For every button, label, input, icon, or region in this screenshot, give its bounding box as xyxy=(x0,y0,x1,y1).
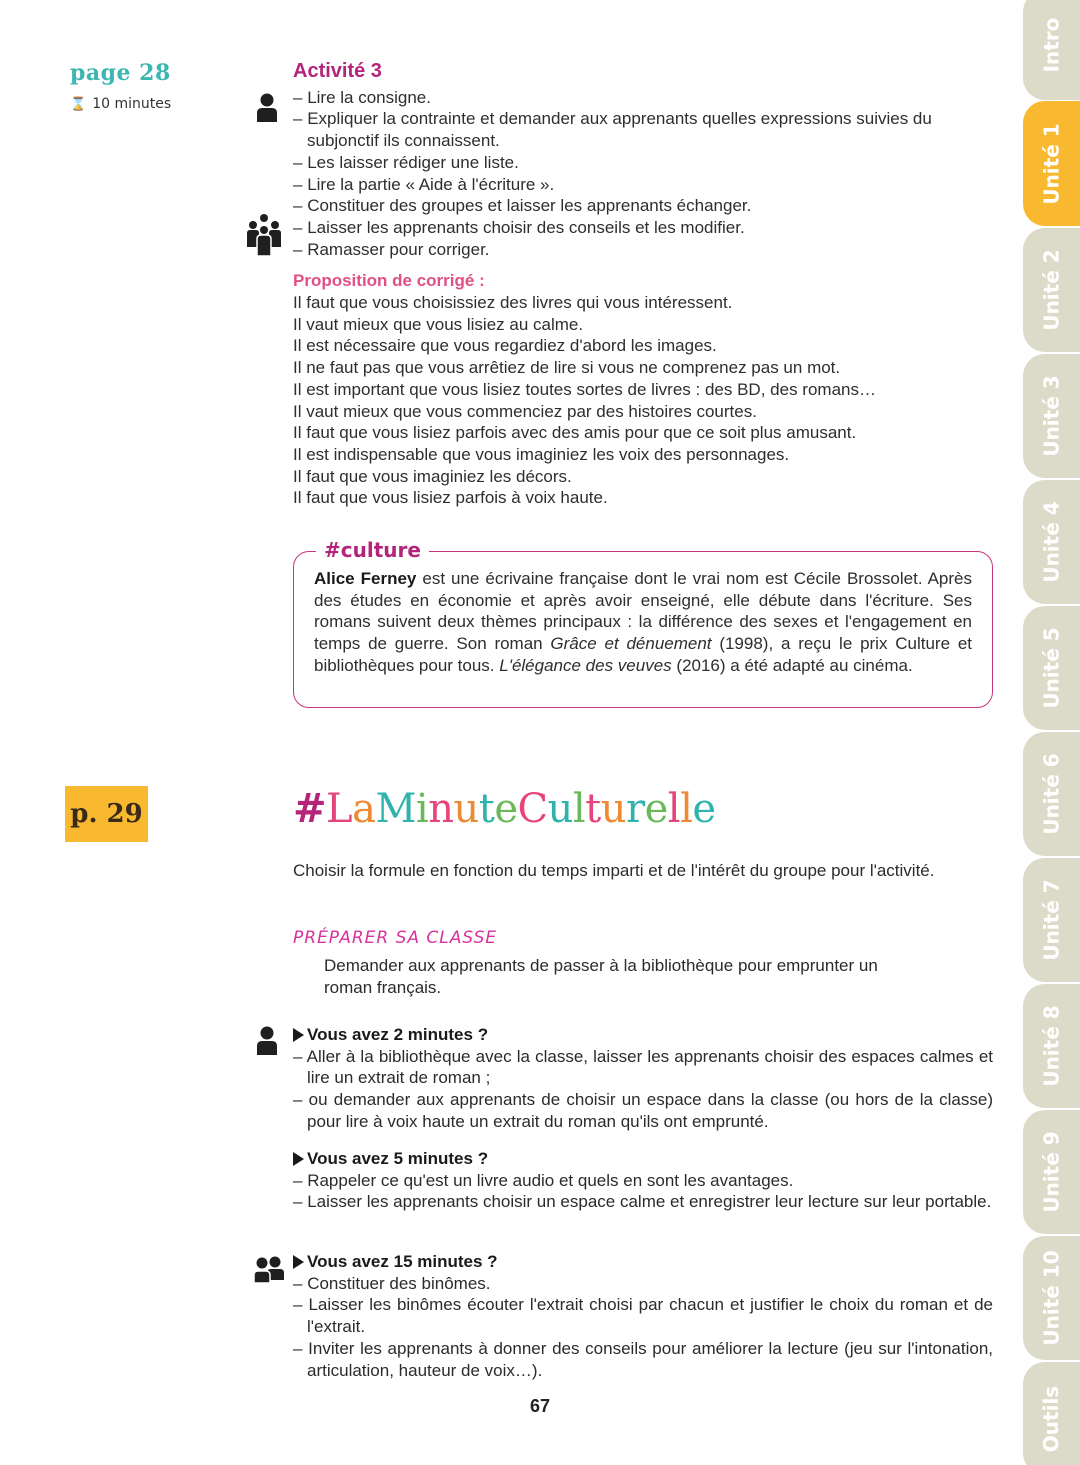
title-letter: C xyxy=(517,786,548,832)
correction-line: Il vaut mieux que vous commenciez par des histoires courtes. xyxy=(293,401,757,421)
title-letter: u xyxy=(600,786,626,832)
list-item: – Ramasser pour corriger. xyxy=(293,239,993,261)
title-letter: L xyxy=(326,786,353,832)
list-item: – Laisser les binômes écouter l'extrait choisi par chacun et justifier le choix du roman et de l'extrait. xyxy=(293,1294,993,1337)
time-block-5min xyxy=(293,1148,993,1213)
title-letter: t xyxy=(585,786,601,832)
tab-intro[interactable]: Intro xyxy=(1023,0,1080,100)
title-letter: l xyxy=(572,786,586,832)
list-item: – Lire la partie « Aide à l'écriture ». xyxy=(293,174,993,196)
correction-line: Il faut que vous imaginiez les décors. xyxy=(293,466,572,486)
title-letter: i xyxy=(415,786,429,832)
time-block-2min xyxy=(293,1024,993,1133)
tab-unite-1[interactable]: Unité 1 xyxy=(1023,101,1080,226)
activity-title: Activité 3 xyxy=(293,60,382,82)
correction-line: Il est important que vous lisiez toutes sortes de livres : des BD, des romans… xyxy=(293,379,876,399)
duration xyxy=(70,96,171,112)
correction-line: Il est indispensable que vous imaginiez les voix des personnages. xyxy=(293,444,790,464)
page-badge: p. 29 xyxy=(65,786,148,842)
book-title: Grâce et dénuement xyxy=(550,634,712,654)
prep-title: PRÉPARER SA CLASSE xyxy=(293,928,498,948)
title-letter: e xyxy=(644,786,668,832)
tab-unite-10[interactable]: Unité 10 xyxy=(1023,1236,1080,1360)
triangle-icon xyxy=(293,1152,304,1166)
hourglass-icon: ⌛ xyxy=(70,96,87,112)
single-person-icon xyxy=(256,1026,278,1056)
tab-outils[interactable]: Outils xyxy=(1023,1362,1080,1465)
tab-unite-9[interactable]: Unité 9 xyxy=(1023,1110,1080,1234)
title-letter: u xyxy=(453,786,479,832)
tab-unite-8[interactable]: Unité 8 xyxy=(1023,984,1080,1108)
title-letter: M xyxy=(375,786,416,832)
title-letter: l xyxy=(667,786,681,832)
list-item: – Aller à la bibliothèque avec la classe, laisser les apprenants choisir des espaces calmes et lire un extrait de roman ; xyxy=(293,1046,993,1089)
triangle-icon xyxy=(293,1255,304,1269)
page-number: 67 xyxy=(529,1396,551,1416)
title-letter: t xyxy=(478,786,495,832)
tab-unite-3[interactable]: Unité 3 xyxy=(1023,354,1080,478)
title-letter: l xyxy=(680,786,693,832)
time-items xyxy=(293,1046,993,1133)
correction-line: Il vaut mieux que vous lisiez au calme. xyxy=(293,314,584,334)
list-item: – Expliquer la contrainte et demander aux apprenants quelles expressions suivies du subjonctif ils connaissent. xyxy=(293,108,993,151)
title-letter: a xyxy=(352,786,376,832)
time-heading: Vous avez 5 minutes ? xyxy=(293,1148,993,1170)
title-letter: e xyxy=(494,786,518,832)
list-item: – Laisser les apprenants choisir des conseils et les modifier. xyxy=(293,217,993,239)
correction-line: Il faut que vous lisiez parfois à voix haute. xyxy=(293,488,608,508)
duration-label: 10 minutes xyxy=(92,96,172,112)
list-item: – Constituer des groupes et laisser les apprenants échanger. xyxy=(293,195,993,217)
unit-tabs xyxy=(1023,0,1080,1465)
group-icon xyxy=(247,213,281,257)
correction-line: Il faut que vous choisissiez des livres qui vous intéressent. xyxy=(293,293,733,313)
title-letter: u xyxy=(547,786,573,832)
triangle-icon xyxy=(293,1028,304,1042)
time-heading: Vous avez 15 minutes ? xyxy=(293,1251,993,1273)
prep-text: Demander aux apprenants de passer à la bibliothèque pour emprunter un roman français. xyxy=(324,956,878,997)
correction-line: Il faut que vous lisiez parfois avec des amis pour que ce soit plus amusant. xyxy=(293,423,857,443)
page-reference: page 28 xyxy=(70,60,171,86)
time-heading: Vous avez 2 minutes ? xyxy=(293,1024,993,1046)
list-item: – Laisser les apprenants choisir un espace calme et enregistrer leur lecture sur leur portable. xyxy=(293,1191,993,1213)
time-items xyxy=(293,1273,993,1382)
correction-label: Proposition de corrigé : xyxy=(293,271,485,291)
list-item: – Lire la consigne. xyxy=(293,87,993,109)
book-title: L'élégance des veuves xyxy=(499,655,672,675)
single-person-icon xyxy=(256,93,278,123)
author-name: Alice Ferney xyxy=(314,569,417,588)
tab-unite-5[interactable]: Unité 5 xyxy=(1023,606,1080,730)
tab-unite-4[interactable]: Unité 4 xyxy=(1023,480,1080,604)
intro-text: Choisir la formule en fonction du temps imparti et de l'intérêt du groupe pour l'activité. xyxy=(293,861,935,880)
correction-line: Il est nécessaire que vous regardiez d'abord les images. xyxy=(293,336,717,356)
tab-unite-6[interactable]: Unité 6 xyxy=(1023,732,1080,856)
time-items xyxy=(293,1170,993,1213)
tab-unite-7[interactable]: Unité 7 xyxy=(1023,858,1080,982)
culture-text: Alice Ferney est une écrivaine française dont le vrai nom est Cécile Brossolet. Après des études en économie et après avoir enseigné, elle débute dans l'écriture. Ses romans suivent deux thèmes principaux : la différence des sexes et l'engagement en temps de guerre. Son roman Grâce et dénuement (1998), a reçu le prix Culture et bibliothèques pour tous. L'élégance des veuves (2016) a été adapté au cinéma. xyxy=(314,569,972,675)
list-item: – Les laisser rédiger une liste. xyxy=(293,152,993,174)
title-letter: r xyxy=(626,786,645,832)
culture-title: #culture xyxy=(316,538,429,562)
time-block-15min xyxy=(293,1251,993,1381)
title-letter: # xyxy=(293,785,327,832)
list-item: – Rappeler ce qu'est un livre audio et quels en sont les avantages. xyxy=(293,1170,993,1192)
activity-steps xyxy=(293,87,993,261)
pair-icon xyxy=(253,1256,285,1284)
tab-unite-2[interactable]: Unité 2 xyxy=(1023,228,1080,352)
correction-lines xyxy=(293,292,993,509)
correction-line: Il ne faut pas que vous arrêtiez de lire si vous ne comprenez pas un mot. xyxy=(293,358,841,378)
culture-box xyxy=(293,538,993,708)
title-letter: n xyxy=(428,786,454,832)
activity-section xyxy=(293,61,993,509)
list-item: – Inviter les apprenants à donner des conseils pour améliorer la lecture (jeu sur l'intonation, articulation, hauteur de voix…). xyxy=(293,1338,993,1381)
title-letter: e xyxy=(692,786,716,832)
list-item: – Constituer des binômes. xyxy=(293,1273,993,1295)
list-item: – ou demander aux apprenants de choisir un espace dans la classe (ou hors de la classe) pour lire à voix haute un extrait du roman qu'ils ont emprunté. xyxy=(293,1089,993,1132)
minute-culturelle-title xyxy=(293,785,716,832)
